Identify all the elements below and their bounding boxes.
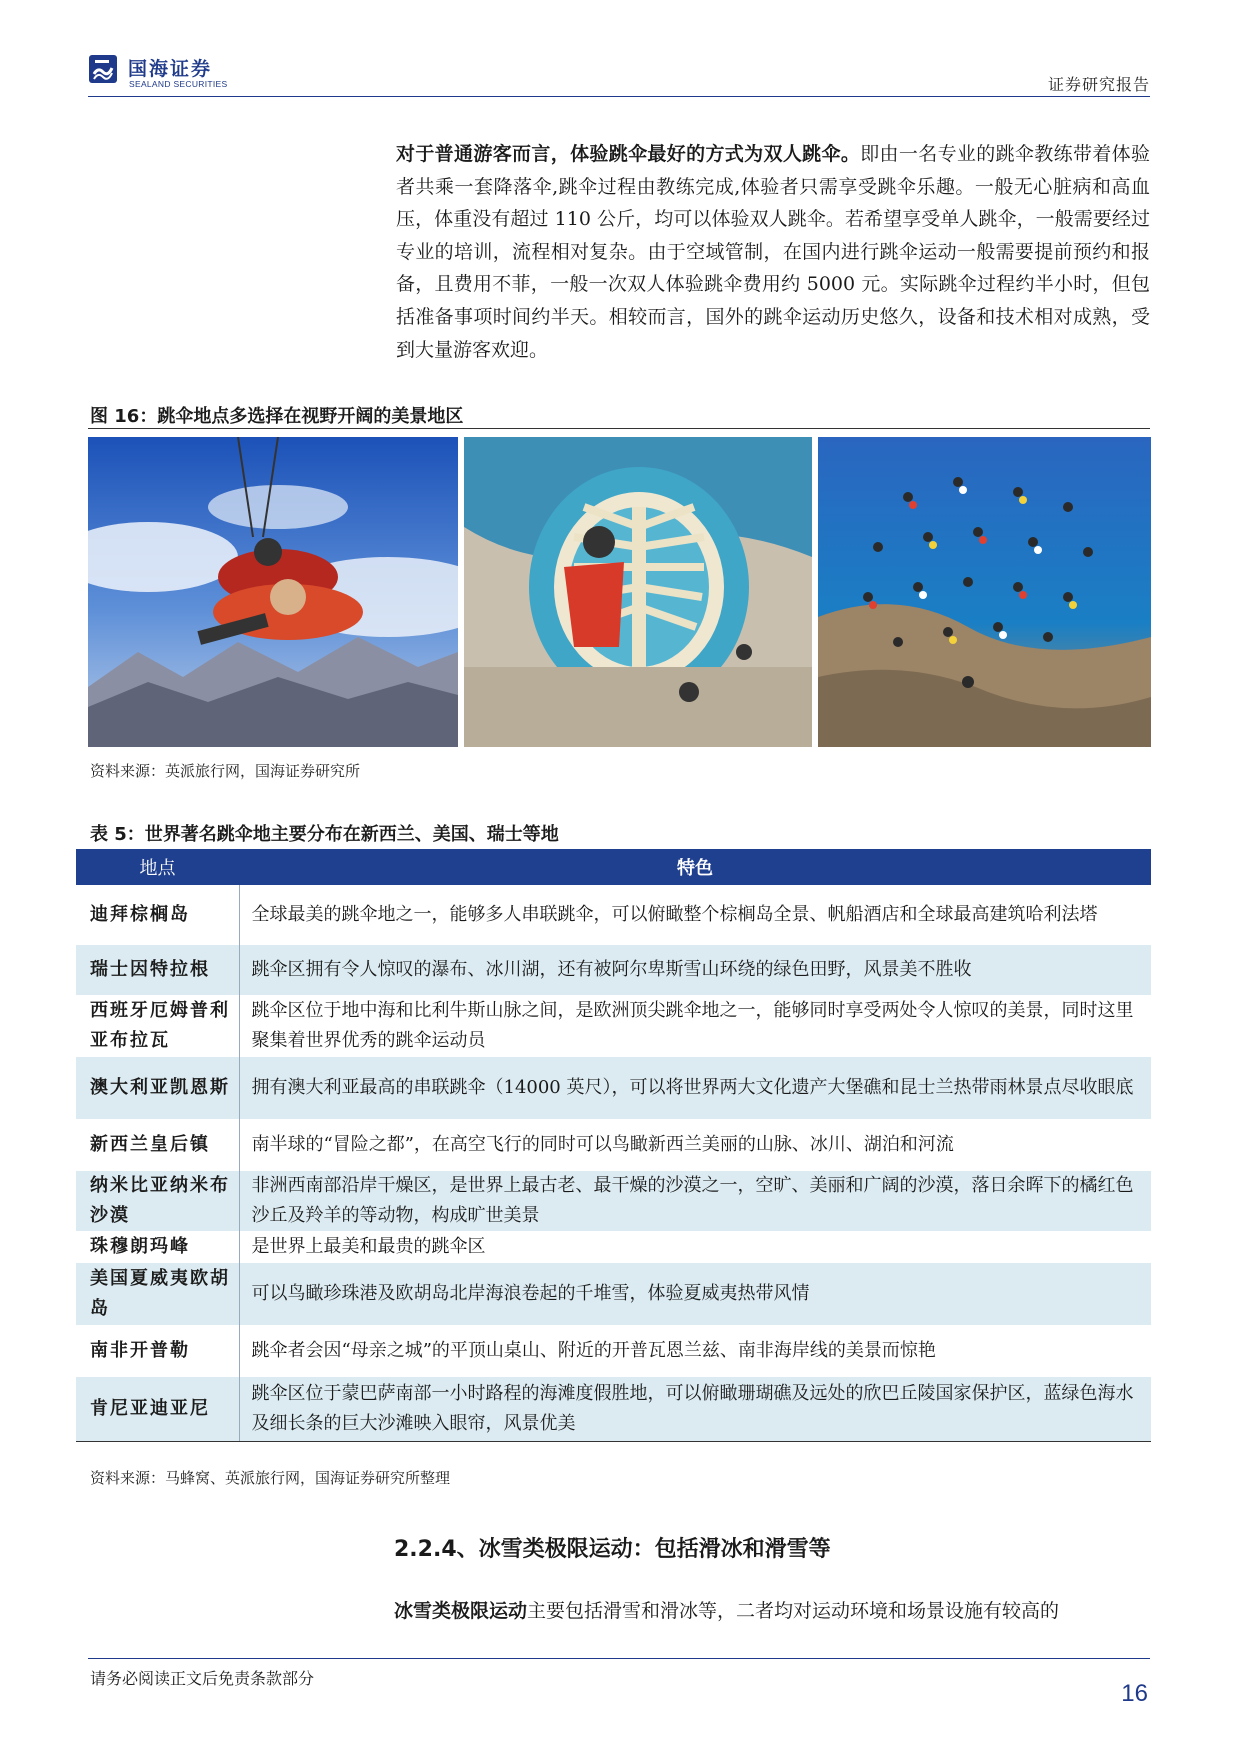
logo-cn-text: 国海证券 [128,58,213,80]
row-location: 珠穆朗玛峰 [90,1236,190,1257]
table-row [76,945,1151,995]
photo-palm-island-skydive [464,437,812,747]
row-location: 西班牙厄姆普利亚布拉瓦 [90,1000,230,1051]
table-row [76,1231,1151,1263]
skydiving-locations-table [76,849,1151,1442]
col-location-header: 地点 [76,849,239,885]
row-feature: 拥有澳大利亚最高的串联跳伞（14000 英尺），可以将世界两大文化遗产大堡礁和昆士兰热带雨林景点尽收眼底 [239,1057,1151,1119]
row-location: 瑞士因特拉根 [76,945,239,995]
header-divider [88,96,1150,97]
table-row [76,1057,1151,1119]
row-location: 澳大利亚凯恩斯 [76,1057,239,1119]
row-feature: 跳伞者会因“母亲之城”的平顶山桌山、附近的开普瓦恩兰兹、南非海岸线的美景而惊艳 [239,1325,1151,1377]
row-feature: 跳伞区拥有令人惊叹的瀑布、冰川湖，还有被阿尔卑斯雪山环绕的绿色田野，风景美不胜收 [239,945,1151,995]
section-bold-lead: 冰雪类极限运动 [394,1600,528,1622]
row-location: 新西兰皇后镇 [90,1134,210,1155]
photo-formation-skydive [818,437,1151,747]
col-feature-header: 特色 [239,849,1151,885]
sealand-logo-icon [88,54,118,84]
section-text: 主要包括滑雪和滑冰等，二者均对运动环境和场景设施有较高的 [527,1600,1060,1622]
photo-tandem-skydive [88,437,458,747]
intro-text: 即由一名专业的跳伞教练带着体验者共乘一套降落伞,跳伞过程由教练完成,体验者只需享受跳伞乐趣。一般无心脏病和高血压，体重没有超过 110 公斤，均可以体验双人跳伞。若希望享受单人跳伞，一般需要经过专业的培训，流程相对复杂。由于空域管制，在国内进行跳伞运动一般需要提前预约和报备，且费用不菲，一般一次双人体验跳伞费用约 5000 元。实际跳伞过程约半小时，但包括准备事项时间约半天。相较而言，国外的跳伞运动历史悠久，设备和技术相对成熟，受到大量游客欢迎。 [396,143,1150,361]
row-location: 迪拜棕榈岛 [90,904,190,925]
figure-divider [88,428,1150,429]
table-title: 表 5：世界著名跳伞地主要分布在新西兰、美国、瑞士等地 [90,824,559,845]
row-feature: 可以鸟瞰珍珠港及欧胡岛北岸海浪卷起的千堆雪，体验夏威夷热带风情 [239,1263,1151,1325]
table-row [76,1171,1151,1231]
section-paragraph [394,1595,1150,1627]
page-number: 16 [1121,1680,1148,1707]
disclaimer-link[interactable]: 请务必阅读正文后免责条款部分 [90,1669,315,1688]
table-row [76,885,1151,945]
table-row [76,1263,1151,1325]
row-feature: 全球最美的跳伞地之一，能够多人串联跳伞，可以俯瞰整个棕榈岛全景、帆船酒店和全球最高建筑哈利法塔 [239,885,1151,945]
row-feature: 跳伞区位于蒙巴萨南部一小时路程的海滩度假胜地，可以俯瞰珊瑚礁及远处的欣巴丘陵国家保护区，蓝绿色海水及细长条的巨大沙滩映入眼帘，风景优美 [239,1377,1151,1441]
table-row [76,1377,1151,1441]
table-row [76,995,1151,1057]
row-feature: 跳伞区位于地中海和比利牛斯山脉之间，是欧洲顶尖跳伞地之一，能够同时享受两处令人惊叹的美景，同时这里聚集着世界优秀的跳伞运动员 [239,995,1151,1057]
row-feature: 南半球的“冒险之都”，在高空飞行的同时可以鸟瞰新西兰美丽的山脉、冰川、湖泊和河流 [239,1119,1151,1171]
figure-title: 图 16：跳伞地点多选择在视野开阔的美景地区 [90,406,464,427]
logo-en-text: SEALAND SECURITIES [129,79,228,89]
row-location: 美国夏威夷欧胡岛 [76,1263,239,1325]
table-row [76,1119,1151,1171]
row-feature: 是世界上最美和最贵的跳伞区 [239,1231,1151,1263]
row-location: 纳米比亚纳米布沙漠 [76,1171,239,1231]
figure-source: 资料来源：英派旅行网，国海证券研究所 [90,762,361,780]
table-row [76,1325,1151,1377]
footer-divider [88,1658,1150,1659]
table-source: 资料来源：马蜂窝、英派旅行网，国海证券研究所整理 [90,1469,451,1487]
row-location: 南非开普勒 [90,1340,190,1361]
table-header-row [76,849,1151,885]
company-logo [88,52,238,92]
section-heading: 2.2.4、冰雪类极限运动：包括滑冰和滑雪等 [394,1537,831,1562]
row-location: 肯尼亚迪亚尼 [76,1377,239,1441]
intro-paragraph [396,138,1150,366]
report-type-label: 证券研究报告 [1047,75,1150,94]
intro-bold-lead: 对于普通游客而言，体验跳伞最好的方式为双人跳伞。 [396,143,861,165]
row-feature: 非洲西南部沿岸干燥区，是世界上最古老、最干燥的沙漠之一，空旷、美丽和广阔的沙漠，落日余晖下的橘红色沙丘及羚羊的等动物，构成旷世美景 [239,1171,1151,1231]
